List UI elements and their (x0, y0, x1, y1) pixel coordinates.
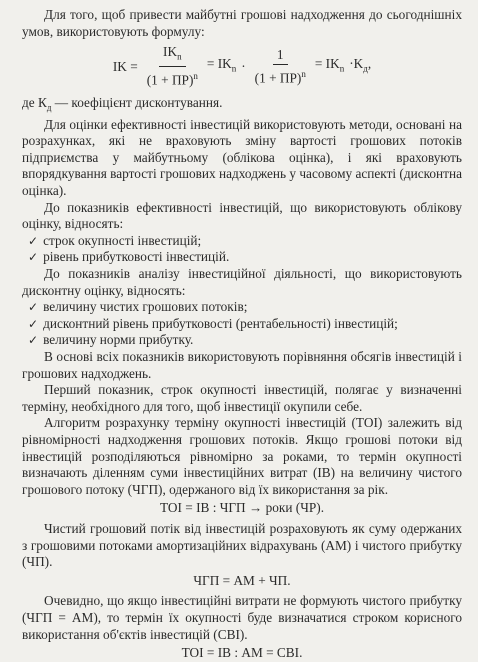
list-item: ✓ строк окупності інвестицій; (28, 232, 202, 248)
paragraph-payback-period: Перший показник, строк окупності інвестицій, полягає у визначенні терміну, необхідного для того, щоб інвестиції окупили себе. (22, 382, 462, 414)
frac2-denominator-sup: n (301, 69, 306, 80)
formula-lhs: IK = (112, 58, 138, 74)
check-icon: ✓ (28, 300, 39, 315)
paragraph-accounting-indicators: До показників ефективності інвестицій, що використовують облікову оцінку, відносять: (22, 199, 462, 232)
frac1-denominator: (1 + ПР) (146, 72, 194, 88)
paragraph-intro: Для того, щоб привести майбутні грошові надходження до сьогоднішніх умов, використовують формулу: (22, 7, 462, 39)
frac1-numerator-sub: n (177, 51, 182, 62)
formula-tail-sub: д (363, 63, 368, 74)
check-icon: ✓ (28, 316, 39, 331)
frac1-numerator: IK (163, 44, 178, 60)
paragraph-useful-life: Очевидно, що якщо інвестиційні витрати не формують чистого прибутку (ЧГП = АМ), то термін їх окупності буде визначатися строком корисного використання об'єктів інвестицій (СВІ). (22, 593, 462, 642)
formula-tail: ·K (349, 56, 364, 72)
list-item: ✓ дисконтний рівень прибутковості (рентабельності) інвестицій; (28, 315, 398, 331)
list-item: ✓ величину норми прибутку. (28, 332, 194, 348)
discount-indicators-list (22, 299, 462, 349)
definition-line: де $К_д$ — коефіцієнт дисконтування. (22, 95, 223, 114)
formula-tail-end: , (367, 56, 372, 72)
useful-life-formula: ТОІ = ІВ : АМ = СВІ. (181, 645, 303, 661)
paragraph-net-cash-flow: Чистий грошовий потік від інвестицій розраховують як суму одержаних з грошовими потоками амортизаційних відрахувань (АМ) і чистого прибутку (ЧП). (22, 520, 462, 570)
formula-dot: · (241, 58, 246, 74)
paragraph-algorithm: Алгоритм розрахунку терміну окупності інвестицій (ТОІ) залежить від рівномірності надходження грошових потоків. Якщо грошові потоки від інвестицій розподіляються рівномірно за роками, то термін окупності визначають діленням суми інвестиційних витрат (ІВ) на величину чистого грошового потоку (ЧГП), одержаного від їх використання за рік. (22, 415, 462, 497)
formula-fraction-2 (251, 47, 310, 88)
frac2-denominator: (1 + ПР) (254, 70, 302, 86)
formula-fraction-1 (143, 44, 202, 89)
list-item: ✓ величину чистих грошових потоків; (28, 299, 248, 315)
frac1-denominator-sup: n (193, 71, 198, 82)
paragraph-discount-indicators: До показників аналізу інвестиційної діяльності, що використовують дисконтну оцінку, відносять: (22, 266, 462, 298)
discount-formula (22, 44, 462, 89)
check-icon: ✓ (28, 233, 39, 248)
formula-eq2-sub: n (339, 63, 345, 74)
paragraph-comparison: В основі всіх показників використовують порівняння обсягів інвестицій і грошових надходжень. (22, 349, 462, 381)
net-cash-flow-formula: ЧГП = АМ + ЧП. (193, 572, 291, 588)
list-item: ✓ рівень прибутковості інвестицій. (28, 249, 230, 265)
formula-eq1-sub: n (231, 63, 237, 74)
payback-formula: ТОІ = ІВ : ЧГП → роки (ЧР). (159, 500, 325, 516)
check-icon: ✓ (28, 333, 39, 348)
check-icon: ✓ (28, 250, 39, 265)
formula-eq1: = IK (206, 56, 232, 72)
paragraph-methods: Для оцінки ефективності інвестицій використовують методи, основані на розрахунках, які не враховують зміну вартості грошових потоків підприємства у майбутньому (облікова оцінка), і які враховують впорядкування вартості грошових надходжень у часовому аспекті (дисконтна оцінка). (22, 116, 462, 199)
definition-sub: д (46, 103, 52, 114)
formula-eq2: = IK (314, 56, 340, 72)
accounting-indicators-list (22, 233, 462, 266)
frac2-numerator: 1 (273, 47, 288, 66)
